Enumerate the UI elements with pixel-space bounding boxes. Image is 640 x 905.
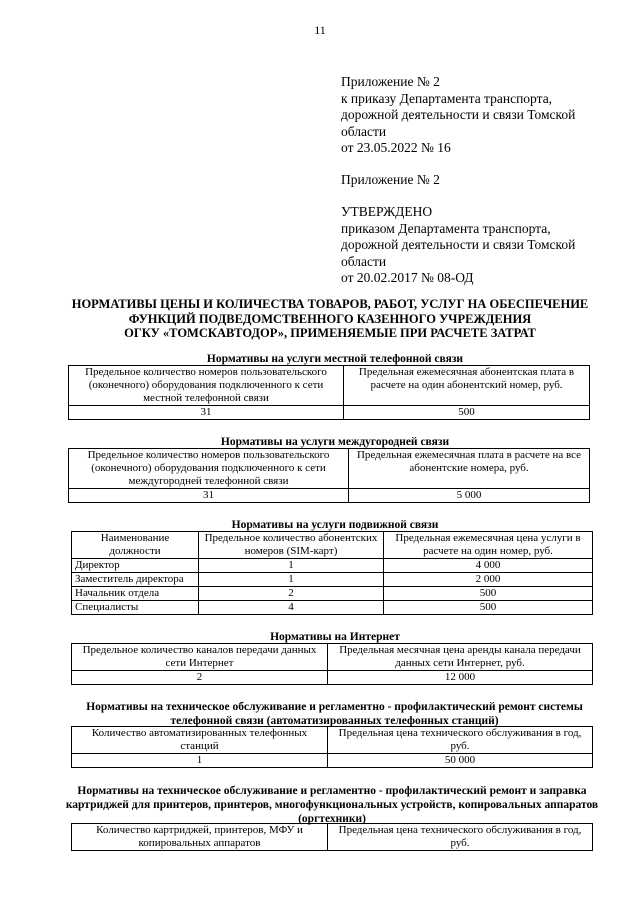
annex-current-block <box>341 74 575 157</box>
annex-current-line: Приложение № 2 <box>341 74 440 89</box>
table-cell: 2 <box>199 587 384 601</box>
table-header-cell: Предельное количество абонентских номеров (SIM-карт) <box>199 532 384 559</box>
section-title-long-distance: Нормативы на услуги междугородней связи <box>220 436 450 448</box>
table-header-row <box>72 532 593 559</box>
table-row <box>69 406 590 420</box>
cartridges-table <box>71 823 593 851</box>
table-row <box>72 601 593 615</box>
table-row <box>72 573 593 587</box>
table-cell: 5 000 <box>349 489 590 503</box>
annex-prev-line: области <box>341 253 387 269</box>
table-header-cell: Предельное количество номеров пользовательского (оконечного) оборудования подключенного к сети местной телефонной связи <box>69 366 344 406</box>
table-row <box>72 671 593 685</box>
approved-stamp: УТВЕРЖДЕНО <box>341 204 433 219</box>
table-header-cell: Предельная ежемесячная цена услуги в расчете на один номер, руб. <box>384 532 593 559</box>
internet-table <box>71 643 593 685</box>
document-title <box>60 297 600 341</box>
annex-prev-line: дорожной деятельности и связи Томской <box>341 237 576 252</box>
table-header-cell: Предельная цена технического обслуживания в год, руб. <box>328 824 593 851</box>
table-header-cell: Предельная ежемесячная плата в расчете на все абонентские номера, руб. <box>349 449 590 489</box>
local-phone-table <box>68 365 590 420</box>
table-cell: 31 <box>69 489 349 503</box>
annex-current-line: к приказу Департамента транспорта, <box>341 90 553 106</box>
table-cell: Специалисты <box>72 601 199 615</box>
table-cell: 1 <box>199 573 384 587</box>
table-cell: 1 <box>199 559 384 573</box>
table-cell: Директор <box>72 559 199 573</box>
table-cell: 4 000 <box>384 559 593 573</box>
table-header-cell: Наименование должности <box>72 532 199 559</box>
table-cell: 4 <box>199 601 384 615</box>
table-cell: 500 <box>384 587 593 601</box>
table-header-row <box>69 449 590 489</box>
document-title-line: ОГКУ «ТОМСКАВТОДОР», ПРИМЕНЯЕМЫЕ ПРИ РАСЧЕТЕ ЗАТРАТ <box>124 326 536 340</box>
table-cell: 31 <box>69 406 344 420</box>
table-cell: Начальник отдела <box>72 587 199 601</box>
table-row <box>72 754 593 768</box>
table-header-row <box>72 644 593 671</box>
table-row <box>72 587 593 601</box>
table-cell: 500 <box>344 406 590 420</box>
table-row <box>72 559 593 573</box>
section-title-cartridges: Нормативы на техническое обслуживание и регламентно - профилактический ремонт и заправка картриджей для принтеров, принтеров, многофункциональных устройств, копировальных аппаратов (оргтехники) <box>65 785 599 825</box>
table-cell: 500 <box>384 601 593 615</box>
table-cell: 1 <box>72 754 328 768</box>
annex-approved-block <box>341 204 575 287</box>
annex-current-line: области <box>341 123 387 139</box>
table-header-cell: Количество картриджей, принтеров, МФУ и копировальных аппаратов <box>72 824 328 851</box>
table-header-cell: Предельная цена технического обслуживания в год, руб. <box>328 727 593 754</box>
table-cell: Заместитель директора <box>72 573 199 587</box>
table-header-cell: Предельное количество каналов передачи данных сети Интернет <box>72 644 328 671</box>
page-number: 11 <box>314 23 326 37</box>
table-header-cell: Количество автоматизированных телефонных станций <box>72 727 328 754</box>
table-header-cell: Предельная ежемесячная абонентская плата в расчете на один абонентский номер, руб. <box>344 366 590 406</box>
ats-table <box>71 726 593 768</box>
table-header-row <box>72 824 593 851</box>
document-title-line: НОРМАТИВЫ ЦЕНЫ И КОЛИЧЕСТВА ТОВАРОВ, РАБОТ, УСЛУГ НА ОБЕСПЕЧЕНИЕ <box>71 297 589 311</box>
annex-prev-label: Приложение № 2 <box>341 172 440 187</box>
table-cell: 2 000 <box>384 573 593 587</box>
section-title-mobile: Нормативы на услуги подвижной связи <box>231 519 439 531</box>
section-title-ats: Нормативы на техническое обслуживание и регламентно - профилактический ремонт системы телефонной связи (автоматизированных телефонных станций) <box>86 701 583 727</box>
document-title-line: ФУНКЦИЙ ПОДВЕДОМСТВЕННОГО КАЗЕННОГО УЧРЕЖДЕНИЯ <box>128 311 532 326</box>
table-header-row <box>69 366 590 406</box>
annex-current-line: дорожной деятельности и связи Томской <box>341 107 576 122</box>
table-cell: 12 000 <box>328 671 593 685</box>
table-header-cell: Предельная месячная цена аренды канала передачи данных сети Интернет, руб. <box>328 644 593 671</box>
annex-current-line: от 23.05.2022 № 16 <box>341 140 451 155</box>
table-cell: 2 <box>72 671 328 685</box>
section-title-internet: Нормативы на Интернет <box>270 631 400 643</box>
table-row <box>69 489 590 503</box>
table-header-cell: Предельное количество номеров пользовательского (оконечного) оборудования подключенного к сети междугородней телефонной связи <box>69 449 349 489</box>
long-distance-table <box>68 448 590 503</box>
annex-prev-line: от 20.02.2017 № 08-ОД <box>341 270 474 285</box>
table-cell: 50 000 <box>328 754 593 768</box>
table-header-row <box>72 727 593 754</box>
annex-prev-line: приказом Департамента транспорта, <box>341 220 551 236</box>
section-title-local-phone: Нормативы на услуги местной телефонной связи <box>206 353 464 365</box>
mobile-table <box>71 531 593 615</box>
